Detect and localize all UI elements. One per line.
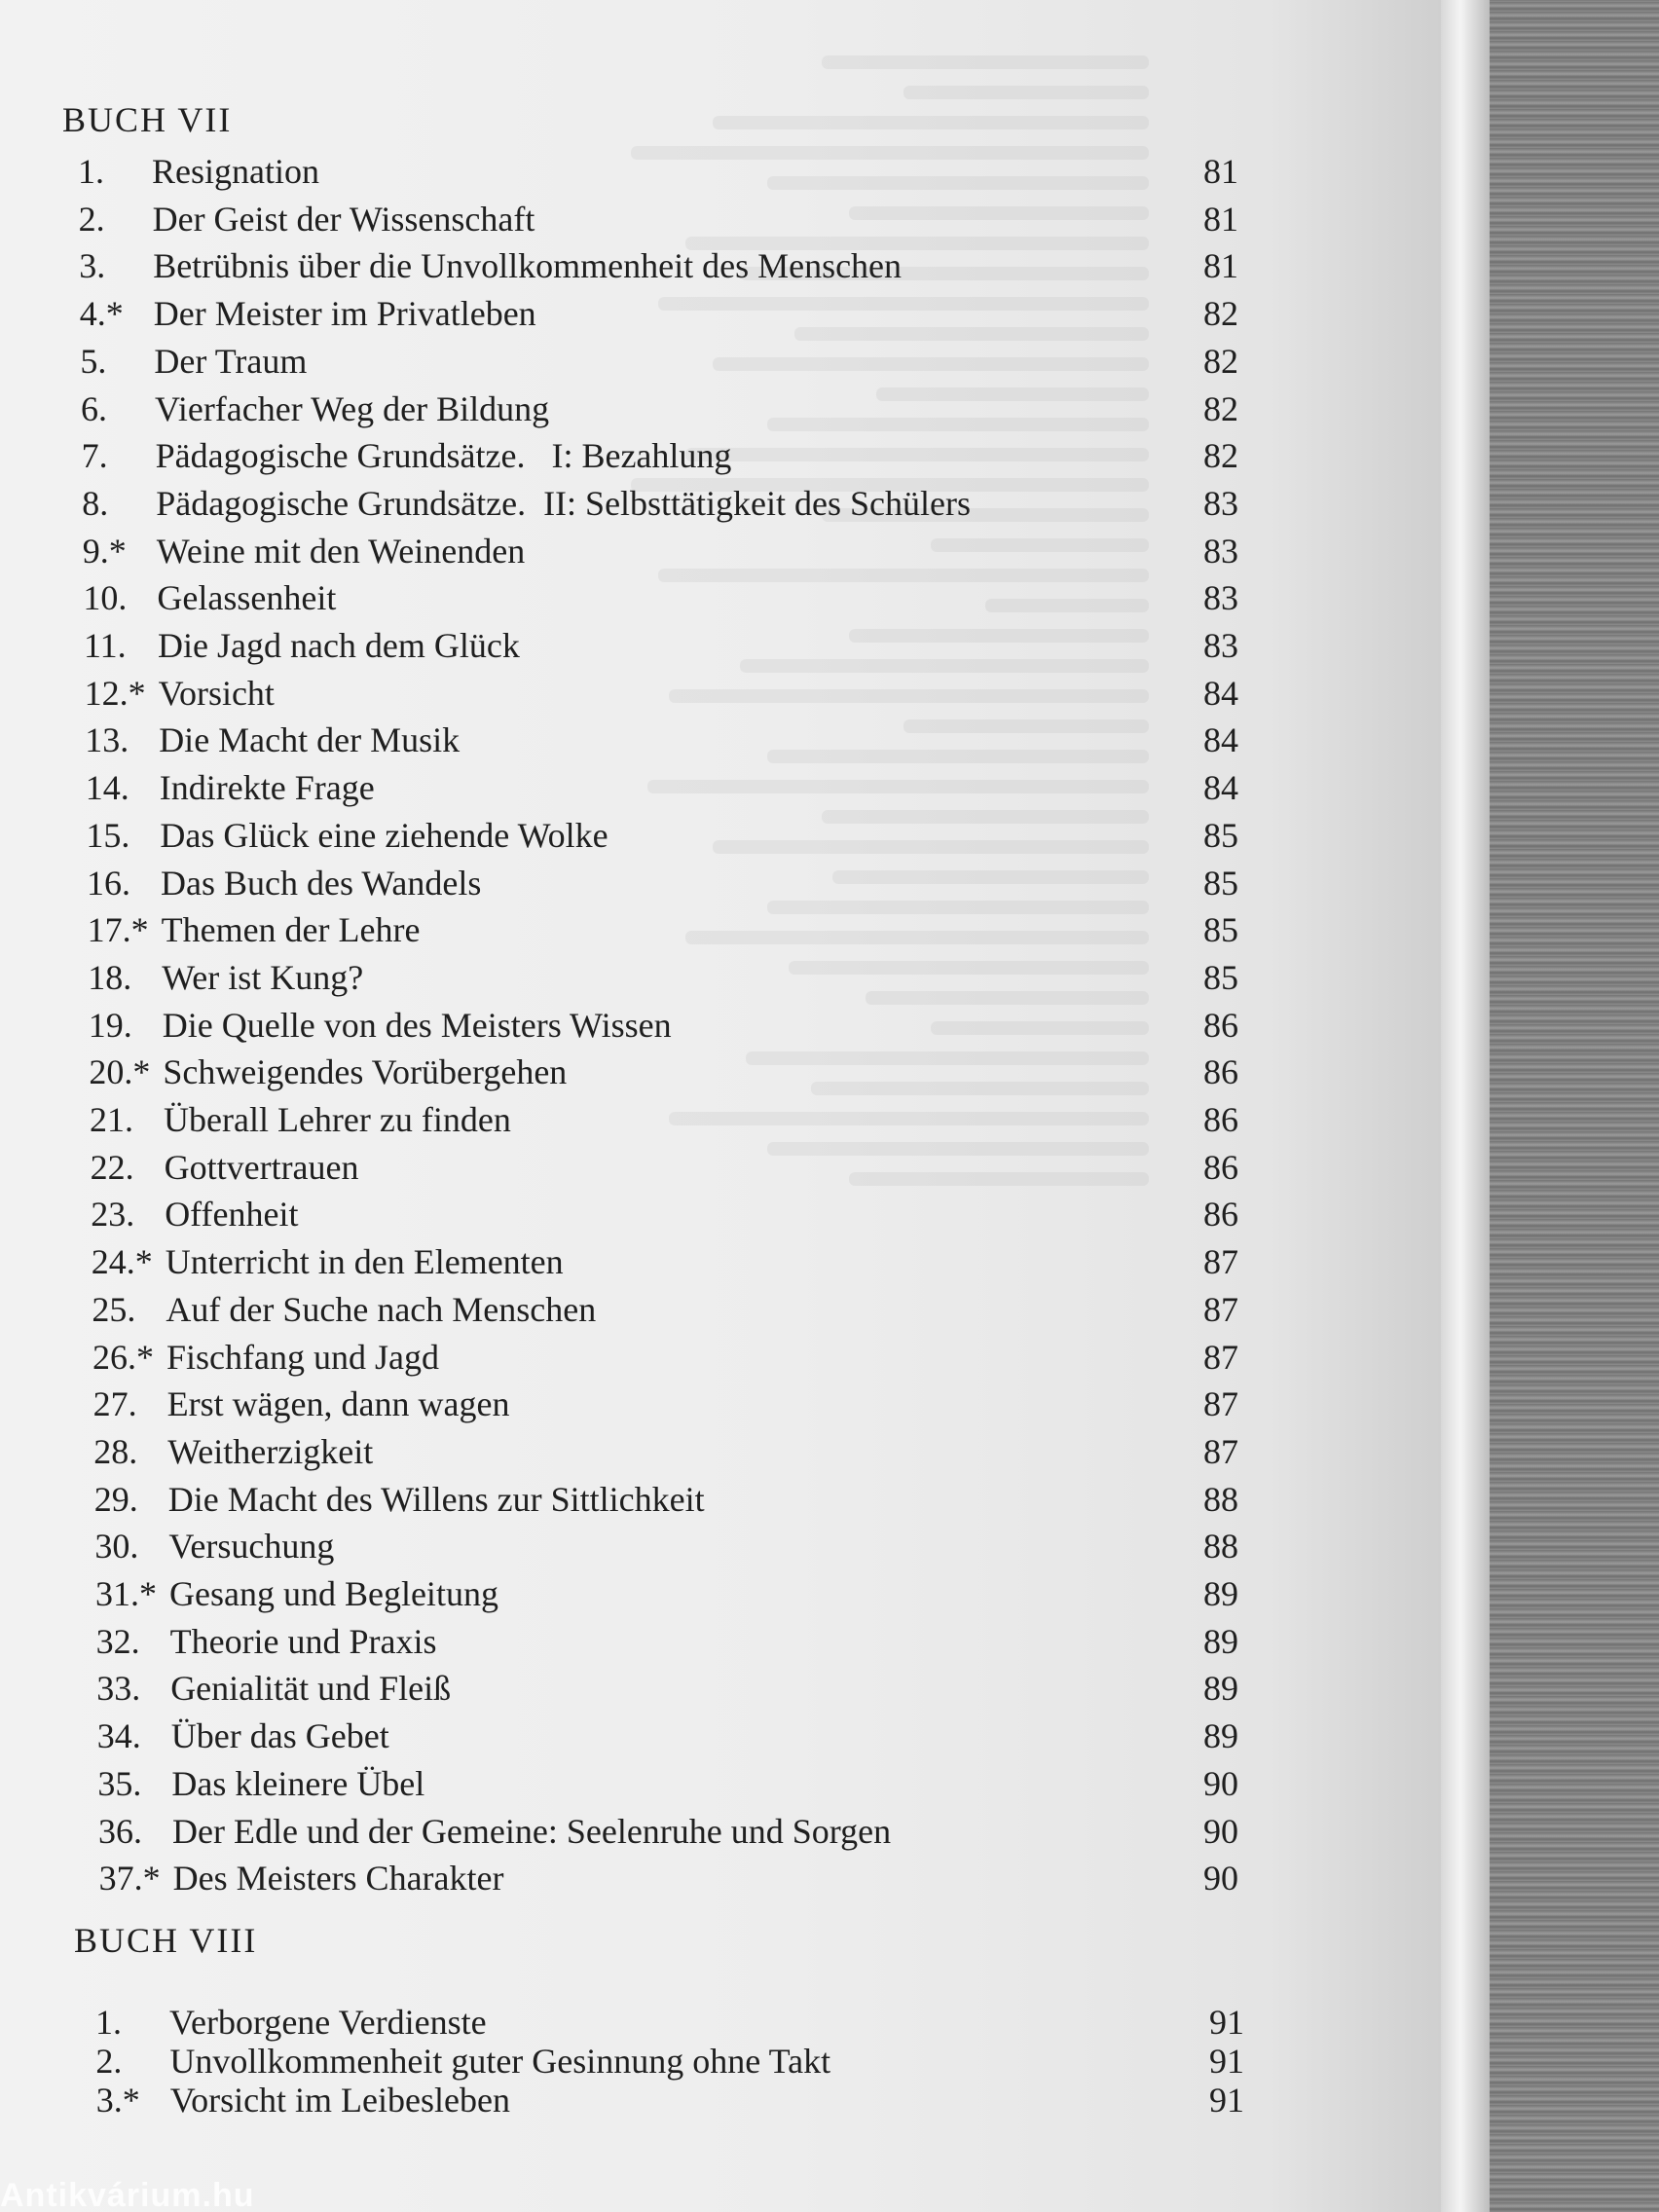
entry-number: 23. (91, 1195, 135, 1235)
entry-page-number: 87 (1202, 1289, 1238, 1329)
show-through-line (767, 176, 1149, 190)
entry-title: Auf der Suche nach Menschen (166, 1289, 597, 1329)
entry-title: Betrübnis über die Unvollkommenheit des Menschen (153, 246, 903, 286)
entry-page-number: 83 (1203, 626, 1238, 665)
entry-title: Weitherzigkeit (167, 1431, 374, 1471)
entry-page-number: 88 (1202, 1479, 1238, 1519)
show-through-line (876, 387, 1149, 401)
entry-title: Offenheit (165, 1195, 299, 1235)
show-through-text (604, 39, 1149, 1202)
entry-title: Wer ist Kung? (162, 957, 364, 997)
show-through-line (685, 931, 1149, 944)
show-through-line (713, 116, 1149, 129)
entry-number: 34. (96, 1716, 141, 1756)
entry-page-number: 90 (1202, 1763, 1238, 1803)
entry-number: 16. (87, 863, 130, 903)
entry-title: Gottvertrauen (164, 1147, 359, 1187)
entry-title: Versuchung (168, 1527, 335, 1567)
show-through-line (746, 1051, 1149, 1065)
section-heading: BUCH VII (62, 100, 233, 139)
entry-title: Der Meister im Privatleben (153, 294, 536, 334)
entry-number: 35. (97, 1763, 142, 1803)
show-through-line (794, 327, 1149, 341)
entry-page-number: 83 (1202, 578, 1238, 618)
entry-title: Der Edle und der Gemeine: Seelenruhe und Sorgen (172, 1811, 892, 1851)
entry-page-number: 91 (1208, 2081, 1244, 2120)
entry-page-number: 83 (1202, 483, 1238, 523)
watermark: Antikvárium.hu (0, 2177, 255, 2212)
show-through-line (767, 901, 1149, 914)
entry-title: Über das Gebet (170, 1716, 389, 1756)
entry-page-number: 86 (1203, 1100, 1238, 1139)
show-through-line (903, 719, 1149, 733)
entry-page-number: 89 (1202, 1716, 1238, 1756)
show-through-line (669, 689, 1149, 703)
entry-title: Die Macht der Musik (159, 720, 461, 760)
entry-title: Weine mit den Weinenden (156, 531, 526, 571)
show-through-line (658, 297, 1149, 311)
entry-title: Erst wägen, dann wagen (166, 1384, 510, 1424)
entry-number: 6. (81, 388, 107, 428)
entry-page-number: 85 (1203, 863, 1238, 903)
entry-number: 3. (79, 246, 106, 286)
entry-page-number: 89 (1202, 1621, 1238, 1661)
entry-number: 1. (78, 152, 104, 191)
entry-number: 27. (92, 1384, 137, 1424)
show-through-line (849, 206, 1149, 220)
show-through-line (822, 55, 1149, 69)
entry-number: 3.* (95, 2081, 140, 2120)
entry-title: Die Quelle von des Meisters Wissen (162, 1005, 672, 1045)
show-through-line (985, 599, 1149, 612)
entry-page-number: 87 (1202, 1431, 1238, 1471)
page-edge (1441, 0, 1490, 2212)
show-through-line (931, 1021, 1149, 1035)
entry-title: Gelassenheit (157, 578, 337, 618)
entry-number: 24.* (91, 1242, 153, 1282)
entry-number: 22. (90, 1147, 134, 1187)
entry-page-number: 81 (1202, 199, 1238, 239)
show-through-line (647, 780, 1149, 793)
entry-page-number: 85 (1202, 815, 1238, 855)
entry-title: Fischfang und Jagd (166, 1337, 439, 1377)
entry-title: Das Glück eine ziehende Wolke (160, 815, 608, 855)
entry-title: Unvollkommenheit guter Gesinnung ohne Takt (169, 2042, 831, 2081)
entry-page-number: 89 (1203, 1574, 1238, 1613)
show-through-line (849, 629, 1149, 643)
entry-title: Überall Lehrer zu finden (164, 1100, 511, 1139)
entry-number: 17.* (87, 910, 149, 950)
show-through-line (822, 810, 1149, 824)
entry-page-number: 85 (1202, 957, 1238, 997)
entry-number: 32. (95, 1621, 140, 1661)
entry-title: Der Geist der Wissenschaft (152, 199, 535, 239)
background-surface (1490, 0, 1659, 2212)
entry-title: Das kleinere Übel (171, 1763, 425, 1803)
show-through-line (811, 1082, 1149, 1095)
entry-number: 37.* (98, 1859, 161, 1899)
entry-title: Vierfacher Weg der Bildung (155, 388, 550, 428)
show-through-line (767, 1142, 1149, 1156)
entry-title: Vorsicht im Leibesleben (169, 2081, 510, 2120)
entry-title: Verborgene Verdienste (169, 2003, 487, 2042)
entry-title: Das Buch des Wandels (161, 863, 482, 903)
entry-page-number: 85 (1202, 910, 1238, 950)
show-through-line (631, 146, 1149, 160)
entry-page-number: 86 (1202, 1052, 1238, 1092)
entry-page-number: 81 (1203, 152, 1238, 191)
entry-number: 21. (90, 1100, 133, 1139)
entry-page-number: 82 (1202, 341, 1238, 381)
entry-number: 7. (81, 436, 108, 476)
entry-number: 18. (88, 957, 132, 997)
entry-title: Themen der Lehre (161, 910, 421, 950)
entry-number: 28. (93, 1431, 138, 1471)
entry-number: 14. (85, 768, 129, 808)
show-through-line (903, 86, 1149, 99)
entry-page-number: 91 (1209, 2003, 1244, 2042)
entry-number: 8. (82, 483, 109, 523)
entry-page-number: 83 (1202, 531, 1238, 571)
entry-number: 19. (88, 1005, 132, 1045)
entry-page-number: 84 (1202, 673, 1238, 713)
entry-number: 25. (92, 1289, 136, 1329)
show-through-line (658, 569, 1149, 582)
entry-title: Des Meisters Charakter (172, 1859, 504, 1899)
entry-number: 5. (80, 341, 107, 381)
entry-page-number: 89 (1202, 1669, 1238, 1709)
show-through-line (789, 961, 1149, 975)
entry-number: 26.* (92, 1337, 154, 1377)
entry-title: Pädagogische Grundsätze. II: Selbsttätigkeit des Schülers (156, 483, 971, 523)
show-through-line (931, 538, 1149, 552)
entry-page-number: 87 (1202, 1384, 1238, 1424)
entry-title: Die Jagd nach dem Glück (158, 626, 520, 665)
entry-number: 33. (96, 1669, 141, 1709)
entry-number: 15. (86, 815, 130, 855)
entry-title: Die Macht des Willens zur Sittlichkeit (167, 1479, 705, 1519)
entry-number: 10. (83, 578, 128, 618)
show-through-line (740, 659, 1149, 673)
entry-page-number: 84 (1202, 768, 1238, 808)
show-through-line (669, 1112, 1149, 1125)
entry-title: Pädagogische Grundsätze. I: Bezahlung (155, 436, 732, 476)
section-heading: BUCH VIII (74, 1921, 258, 1960)
entry-page-number: 84 (1202, 720, 1238, 760)
entry-page-number: 82 (1202, 436, 1238, 476)
entry-number: 4.* (79, 294, 124, 334)
entry-number: 31.* (95, 1574, 157, 1613)
entry-title: Indirekte Frage (159, 768, 375, 808)
show-through-line (866, 991, 1149, 1005)
show-through-line (832, 870, 1149, 884)
entry-number: 29. (93, 1479, 138, 1519)
entry-title: Gesang und Begleitung (169, 1574, 498, 1613)
entry-number: 1. (95, 2003, 122, 2042)
entry-page-number: 90 (1202, 1859, 1238, 1899)
entry-number: 2. (78, 199, 105, 239)
entry-number: 2. (95, 2042, 123, 2081)
entry-page-number: 82 (1203, 388, 1238, 428)
show-through-line (713, 357, 1149, 371)
entry-number: 11. (84, 626, 127, 665)
entry-number: 9.* (82, 531, 127, 571)
show-through-line (767, 750, 1149, 763)
entry-page-number: 87 (1203, 1337, 1238, 1377)
entry-page-number: 86 (1202, 1147, 1238, 1187)
entry-title: Der Traum (154, 341, 308, 381)
entry-number: 13. (85, 720, 129, 760)
entry-number: 12.* (84, 673, 146, 713)
entry-page-number: 87 (1202, 1242, 1238, 1282)
show-through-line (713, 840, 1149, 854)
entry-page-number: 86 (1202, 1195, 1238, 1235)
entry-page-number: 81 (1202, 246, 1238, 286)
entry-number: 36. (98, 1811, 142, 1851)
entry-title: Resignation (152, 152, 319, 191)
show-through-line (767, 418, 1149, 431)
entry-title: Genialität und Fleiß (170, 1669, 452, 1709)
entry-number: 30. (94, 1527, 139, 1567)
entry-page-number: 86 (1202, 1005, 1238, 1045)
entry-page-number: 88 (1202, 1527, 1238, 1567)
show-through-line (849, 1172, 1149, 1186)
entry-page-number: 91 (1208, 2042, 1244, 2081)
show-through-line (685, 448, 1149, 461)
entry-page-number: 82 (1202, 294, 1238, 334)
entry-page-number: 90 (1203, 1811, 1238, 1851)
entry-title: Vorsicht (158, 673, 275, 713)
entry-title: Unterricht in den Elementen (165, 1242, 564, 1282)
entry-number: 20.* (89, 1052, 151, 1092)
entry-title: Theorie und Praxis (169, 1621, 437, 1661)
entry-title: Schweigendes Vorübergehen (163, 1052, 568, 1092)
